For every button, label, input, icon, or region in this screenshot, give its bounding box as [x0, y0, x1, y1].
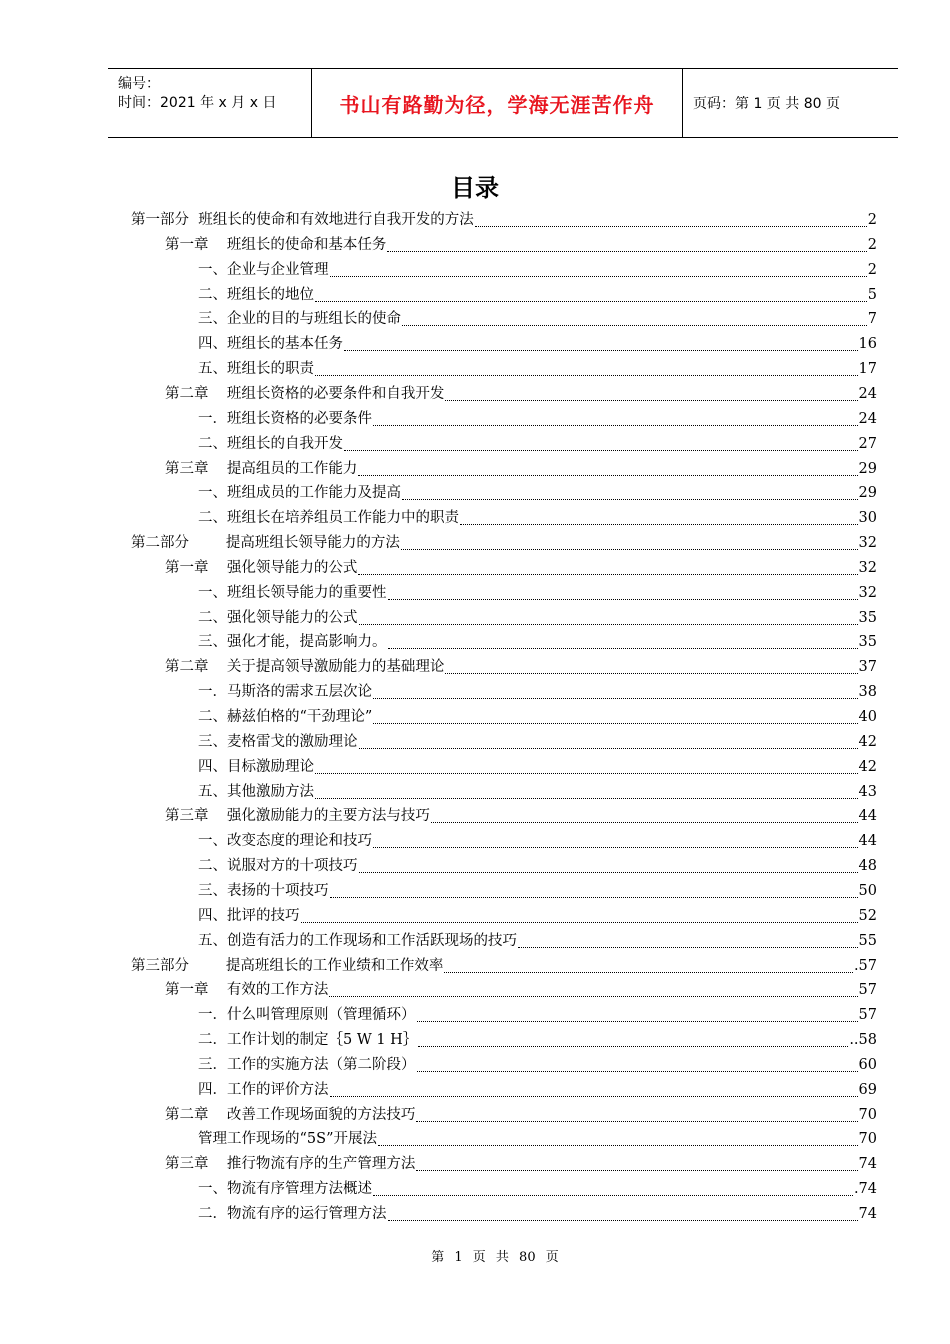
toc-dot-leader [417, 1071, 858, 1072]
toc-dot-leader [445, 673, 857, 674]
toc-dot-leader [417, 1021, 858, 1022]
toc-dot-leader [388, 599, 858, 600]
toc-entry[interactable] [131, 954, 877, 979]
toc-entry-page: 5 [867, 286, 877, 303]
toc-entry-page: 52 [858, 907, 877, 924]
toc-entry-page: 70 [858, 1131, 877, 1148]
toc-dot-leader [373, 698, 858, 699]
header-page-info: 页码：第 1 页 共 80 页 [693, 96, 840, 112]
document-time-label: 时间：2021 年 x 月 x 日 [118, 95, 277, 111]
toc-entry-page: 32 [858, 584, 877, 601]
toc-entry-title: 二、班组长的自我开发 [198, 435, 343, 452]
toc-title: 目录 [451, 174, 499, 202]
toc-dot-leader [329, 996, 857, 997]
toc-entry[interactable] [165, 1152, 877, 1177]
toc-entry-page: 35 [858, 609, 877, 626]
toc-entry-title: 四、班组长的基本任务 [198, 336, 343, 353]
toc-entry[interactable] [198, 680, 877, 705]
toc-dot-leader [373, 425, 858, 426]
toc-entry-page: 74 [858, 1206, 877, 1222]
toc-entry[interactable] [198, 1078, 877, 1103]
header-left-cell [108, 69, 311, 137]
page-footer [0, 1246, 950, 1265]
toc-entry[interactable] [198, 506, 877, 531]
toc-entry-page: 70 [858, 1106, 877, 1123]
toc-entry[interactable] [165, 978, 877, 1003]
toc-dot-leader [373, 723, 857, 724]
toc-entry-page: 40 [858, 709, 877, 725]
toc-entry[interactable] [131, 531, 877, 556]
toc-entry-page: 50 [858, 882, 877, 899]
toc-dot-leader [378, 1145, 858, 1146]
toc-entry[interactable] [198, 929, 877, 954]
toc-entry[interactable] [198, 432, 877, 457]
toc-entry[interactable] [165, 457, 877, 482]
toc-entry-title: 二．物流有序的运行管理方法 [198, 1206, 387, 1222]
toc-entry-page: ..58 [849, 1032, 877, 1049]
toc-entry-title: 第一章 有效的工作方法 [165, 982, 329, 999]
header-motto-cell [311, 69, 683, 137]
toc-entry-title: 第一部分 班组长的使命和有效地进行自我开发的方法 [131, 212, 474, 228]
toc-entry-title: 第三部分 提高班组长的工作业绩和工作效率 [131, 957, 444, 974]
toc-dot-leader [518, 947, 858, 948]
toc-entry-title: 三、强化才能，提高影响力。 [198, 634, 387, 651]
toc-entry[interactable] [198, 283, 877, 308]
toc-entry-title: 三、麦格雷戈的激励理论 [198, 733, 358, 750]
header-page-cell [683, 69, 898, 137]
toc-dot-leader [358, 475, 857, 476]
toc-dot-leader [388, 648, 858, 649]
toc-entry-page: 60 [858, 1056, 877, 1073]
toc-entry-page: 17 [858, 361, 877, 378]
toc-entry-page: 37 [858, 659, 877, 676]
toc-entry[interactable] [198, 407, 877, 432]
toc-entry[interactable] [198, 904, 877, 929]
toc-entry-page: .57 [853, 957, 877, 974]
toc-entry[interactable] [198, 780, 877, 805]
toc-entry-page: 2 [867, 236, 877, 253]
toc-entry[interactable] [198, 1202, 877, 1227]
toc-entry-title: 一、改变态度的理论和技巧 [198, 833, 372, 850]
toc-entry-title: 四、目标激励理论 [198, 758, 314, 775]
toc-entry[interactable] [198, 307, 877, 332]
toc-dot-leader [315, 773, 858, 774]
toc-entry-page: 55 [858, 932, 877, 949]
toc-dot-leader [315, 375, 858, 376]
toc-entry-title: 五、其他激励方法 [198, 783, 314, 800]
toc-dot-leader [344, 450, 858, 451]
toc-entry[interactable] [131, 208, 877, 233]
toc-entry-title: 三．工作的实施方法（第二阶段） [198, 1056, 416, 1073]
toc-entry-page: 29 [858, 460, 877, 477]
toc-dot-leader [387, 251, 866, 252]
toc-entry-page: 32 [858, 535, 877, 552]
toc-dot-leader [402, 499, 858, 500]
toc-entry[interactable] [198, 1028, 877, 1053]
toc-entry-page: 24 [858, 385, 877, 402]
footer-page-number: 第 1 页 共 80 页 [431, 1250, 559, 1265]
toc-entry-title: 三、企业的目的与班组长的使命 [198, 311, 401, 328]
toc-entry-page: 57 [858, 982, 877, 999]
toc-entry-title: 四、批评的技巧 [198, 907, 300, 924]
toc-entry-page: 69 [858, 1081, 877, 1098]
page-header [108, 68, 898, 138]
toc-entry-title: 第二部分 提高班组长领导能力的方法 [131, 535, 400, 552]
toc-entry-title: 二．工作计划的制定｛5 W 1 H｝ [198, 1032, 418, 1049]
toc-entry-page: 7 [867, 311, 877, 328]
toc-entry[interactable] [198, 258, 877, 283]
toc-entry[interactable] [198, 829, 877, 854]
toc-entry-page: 57 [858, 1007, 877, 1024]
toc-entry[interactable] [165, 556, 877, 581]
document-number-label: 编号： [118, 76, 160, 92]
toc-entry[interactable] [165, 382, 877, 407]
toc-dot-leader [359, 624, 858, 625]
toc-entry-page: 44 [858, 808, 877, 825]
toc-entry-page: 24 [858, 410, 877, 427]
toc-dot-leader [358, 574, 857, 575]
toc-entry[interactable] [198, 606, 877, 631]
toc-entry[interactable] [165, 1103, 877, 1128]
toc-entry-title: 二、强化领导能力的公式 [198, 609, 358, 626]
toc-entry-title: 一、班组长领导能力的重要性 [198, 584, 387, 601]
toc-entry[interactable] [198, 630, 877, 655]
toc-dot-leader [475, 226, 867, 227]
toc-entry-title: 第二章 班组长资格的必要条件和自我开发 [165, 385, 445, 402]
toc-entry[interactable] [198, 1127, 877, 1152]
toc-dot-leader [373, 1195, 853, 1196]
toc-dot-leader [416, 1170, 857, 1171]
toc-entry-page: .74 [853, 1181, 877, 1198]
toc-entry-title: 第三章 强化激励能力的主要方法与技巧 [165, 808, 430, 825]
toc-dot-leader [330, 276, 867, 277]
toc-entry[interactable] [198, 854, 877, 879]
toc-entry[interactable] [198, 1053, 877, 1078]
toc-entry-title: 第二章 关于提高领导激励能力的基础理论 [165, 659, 445, 676]
toc-dot-leader [431, 822, 858, 823]
toc-entry-title: 一、班组成员的工作能力及提高 [198, 485, 401, 502]
toc-entry-title: 第一章 班组长的使命和基本任务 [165, 236, 387, 253]
toc-entry-title: 第二章 改善工作现场面貌的方法技巧 [165, 1106, 416, 1123]
toc-dot-leader [373, 847, 858, 848]
toc-entry-title: 二、班组长在培养组员工作能力中的职责 [198, 510, 459, 527]
toc-entry-title: 二、班组长的地位 [198, 286, 314, 303]
toc-entry-page: 42 [858, 733, 877, 750]
toc-entry-page: 43 [858, 783, 877, 800]
toc-entry-page: 74 [858, 1156, 877, 1173]
toc-entry[interactable] [198, 332, 877, 357]
toc-entry[interactable] [165, 804, 877, 829]
toc-entry[interactable] [198, 1003, 877, 1028]
toc-entry-page: 35 [858, 634, 877, 651]
toc-entry-title: 五、班组长的职责 [198, 361, 314, 378]
toc-entry-title: 第三章 提高组员的工作能力 [165, 460, 358, 477]
header-motto: 书山有路勤为径，学海无涯苦作舟 [339, 92, 655, 117]
toc-entry[interactable] [165, 233, 877, 258]
toc-entry-page: 16 [858, 336, 877, 353]
toc-entry-page: 29 [858, 485, 877, 502]
toc-entry[interactable] [198, 1177, 877, 1202]
toc-entry-title: 一．马斯洛的需求五层次论 [198, 684, 372, 701]
toc-dot-leader [418, 1046, 848, 1047]
toc-dot-leader [445, 400, 857, 401]
toc-entry-title: 二、说服对方的十项技巧 [198, 858, 358, 875]
toc-dot-leader [416, 1121, 857, 1122]
toc-entry-title: 第一章 强化领导能力的公式 [165, 559, 358, 576]
toc-entry-page: 27 [858, 435, 877, 452]
toc-entry-title: 四．工作的评价方法 [198, 1081, 329, 1098]
toc-entry[interactable] [198, 357, 877, 382]
toc-entry[interactable] [165, 655, 877, 680]
toc-entry-title: 一．什么叫管理原则（管理循环） [198, 1007, 416, 1024]
toc-entry[interactable] [198, 730, 877, 755]
toc-entry-page: 48 [858, 858, 877, 875]
toc-entry-title: 管理工作现场的“5S”开展法 [198, 1131, 377, 1148]
toc-dot-leader [330, 897, 858, 898]
toc-dot-leader [301, 922, 858, 923]
toc-entry[interactable] [198, 755, 877, 780]
toc-dot-leader [401, 549, 858, 550]
toc-dot-leader [315, 798, 858, 799]
toc-entry-page: 32 [858, 559, 877, 576]
toc-entry-title: 第三章 推行物流有序的生产管理方法 [165, 1156, 416, 1173]
toc-entry-title: 二、赫兹伯格的“干劲理论” [198, 709, 373, 725]
toc-entry[interactable] [198, 581, 877, 606]
toc-entry-page: 2 [867, 212, 877, 228]
toc-dot-leader [330, 1096, 858, 1097]
toc-entry-page: 38 [858, 684, 877, 701]
toc-entry-title: 五、创造有活力的工作现场和工作活跃现场的技巧 [198, 932, 517, 949]
toc-entry[interactable] [198, 481, 877, 506]
toc-entry-title: 三、表扬的十项技巧 [198, 882, 329, 899]
toc-entry-page: 44 [858, 833, 877, 850]
toc-dot-leader [402, 325, 867, 326]
toc-dot-leader [388, 1220, 858, 1221]
toc-entry[interactable] [198, 879, 877, 904]
toc-entry-page: 42 [858, 758, 877, 775]
toc-entry-page: 30 [858, 510, 877, 527]
toc-entry-page: 2 [867, 261, 877, 278]
toc-dot-leader [344, 350, 858, 351]
toc-dot-leader [359, 748, 858, 749]
toc-entry-title: 一、企业与企业管理 [198, 261, 329, 278]
toc-entry-title: 一．班组长资格的必要条件 [198, 410, 372, 427]
toc-dot-leader [460, 524, 858, 525]
toc-entry-title: 一、物流有序管理方法概述 [198, 1181, 372, 1198]
toc-entry[interactable] [198, 705, 877, 730]
toc-dot-leader [359, 872, 858, 873]
toc-dot-leader [315, 301, 867, 302]
toc-dot-leader [444, 972, 853, 973]
